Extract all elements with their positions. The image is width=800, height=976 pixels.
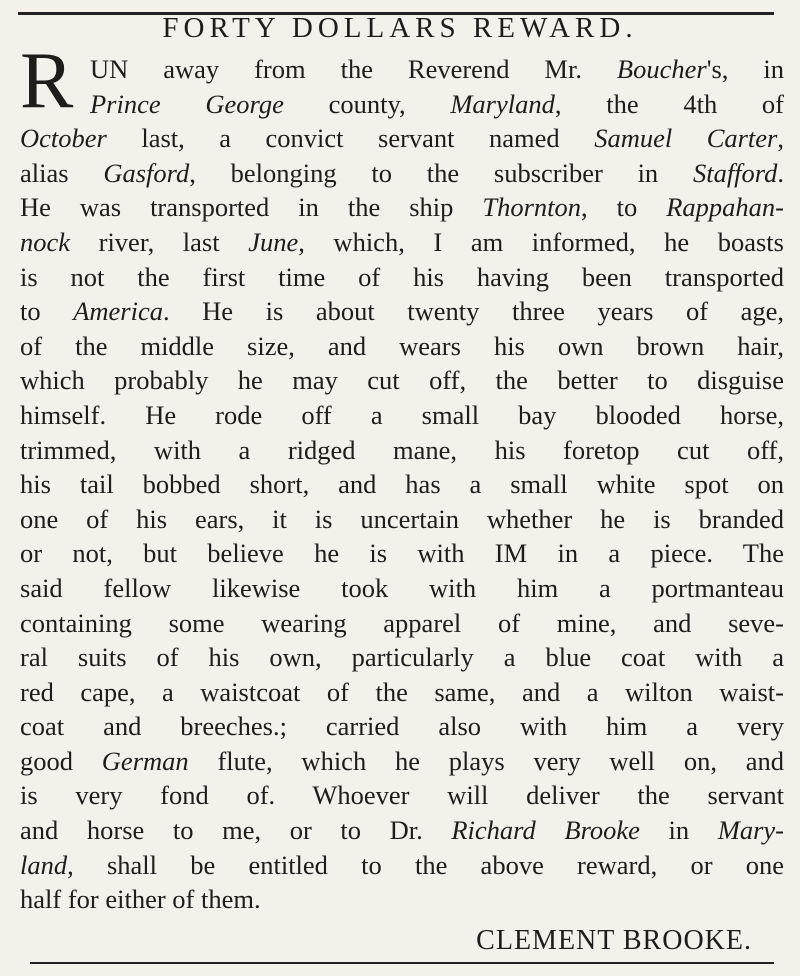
text-segment: last, a convict servant named: [106, 123, 595, 154]
italic-text: German: [101, 745, 189, 776]
text-segment: , the 4th of: [554, 88, 784, 119]
text-segment: alias: [20, 157, 104, 188]
italic-text: Gasford: [103, 157, 190, 188]
text-line: [20, 640, 784, 675]
text-segment: ,: [777, 123, 784, 154]
text-segment: county,: [283, 88, 451, 119]
text-segment: trimmed, with a ridged mane, his foretop cut off,: [20, 434, 784, 465]
italic-text: Samuel Carter: [594, 123, 778, 154]
text-line: [20, 571, 784, 606]
text-line: [20, 190, 784, 225]
text-segment: He was transported in the ship: [20, 192, 483, 223]
text-segment: which probably he may cut off, the better to disguise: [20, 365, 784, 396]
text-line: [20, 225, 784, 260]
ad-body-text: [20, 52, 784, 917]
text-line: [20, 848, 784, 883]
italic-text: Thornton: [482, 192, 582, 223]
text-segment: UN away from the Reverend Mr.: [90, 54, 617, 84]
text-segment: one of his ears, it is uncertain whether he is branded: [20, 503, 784, 534]
italic-text: land: [20, 849, 68, 880]
text-line: [20, 502, 784, 537]
text-segment: red cape, a waistcoat of the same, and a wilton waist-: [20, 676, 784, 707]
text-segment: or not, but believe he is with IM in a piece. The: [20, 538, 784, 569]
italic-text: Boucher: [616, 54, 707, 84]
italic-text: nock: [20, 226, 71, 257]
text-segment: 's, in: [706, 54, 784, 84]
text-line: [20, 778, 784, 813]
text-segment: , to: [581, 192, 667, 223]
italic-text: October: [20, 123, 107, 154]
text-segment: , shall be entitled to the above reward, or one: [67, 849, 784, 880]
text-line: [20, 398, 784, 433]
text-line: [20, 260, 784, 295]
italic-text: Prince George: [90, 88, 284, 119]
text-segment: .: [777, 157, 784, 188]
text-line: [20, 813, 784, 848]
italic-text: Mary-: [717, 815, 784, 846]
text-segment: his tail bobbed short, and has a small white spot on: [20, 469, 784, 500]
text-line: [20, 433, 784, 468]
italic-text: June: [248, 226, 299, 257]
text-segment: is not the first time of his having been transported: [20, 261, 784, 292]
italic-text: America: [73, 296, 163, 327]
text-segment: . He is about twenty three years of age,: [162, 296, 784, 327]
text-line: [20, 156, 784, 191]
text-line: [20, 121, 784, 156]
text-segment: flute, which he plays very well on, and: [188, 745, 784, 776]
text-line: [20, 87, 784, 122]
italic-text: Rappahan-: [666, 192, 784, 223]
text-segment: river, last: [70, 226, 249, 257]
text-segment: coat and breeches.; carried also with him a very: [20, 711, 784, 742]
text-segment: of the middle size, and wears his own brown hair,: [20, 330, 784, 361]
text-line: [20, 882, 784, 917]
text-segment: is very fond of. Whoever will deliver the servant: [20, 780, 784, 811]
text-segment: good: [20, 745, 102, 776]
text-segment: himself. He rode off a small bay blooded horse,: [20, 399, 784, 430]
italic-text: Maryland: [450, 88, 555, 119]
text-segment: half for either of them.: [20, 884, 261, 915]
text-line: [20, 52, 784, 87]
ad-title: FORTY DOLLARS REWARD.: [162, 12, 638, 44]
text-segment: and horse to me, or to Dr.: [20, 815, 452, 846]
bottom-rule: [30, 962, 774, 964]
text-line: [20, 709, 784, 744]
text-segment: , which, I am informed, he boasts: [298, 226, 784, 257]
text-line: [20, 294, 784, 329]
text-line: [20, 467, 784, 502]
text-line: [20, 329, 784, 364]
text-line: [20, 744, 784, 779]
text-line: [20, 363, 784, 398]
text-segment: , belonging to the subscriber in: [189, 157, 693, 188]
italic-text: Richard Brooke: [451, 815, 640, 846]
text-line: [20, 536, 784, 571]
text-segment: containing some wearing apparel of mine, and seve-: [20, 607, 784, 638]
text-line: [20, 675, 784, 710]
text-segment: said fellow likewise took with him a portmanteau: [20, 572, 784, 603]
text-line: [20, 606, 784, 641]
drop-cap: R: [20, 37, 74, 125]
italic-text: Stafford: [692, 157, 778, 188]
text-segment: ral suits of his own, particularly a blue coat with a: [20, 642, 784, 673]
text-segment: to: [20, 296, 74, 327]
signature: CLEMENT BROOKE.: [476, 925, 752, 956]
text-segment: in: [639, 815, 718, 846]
